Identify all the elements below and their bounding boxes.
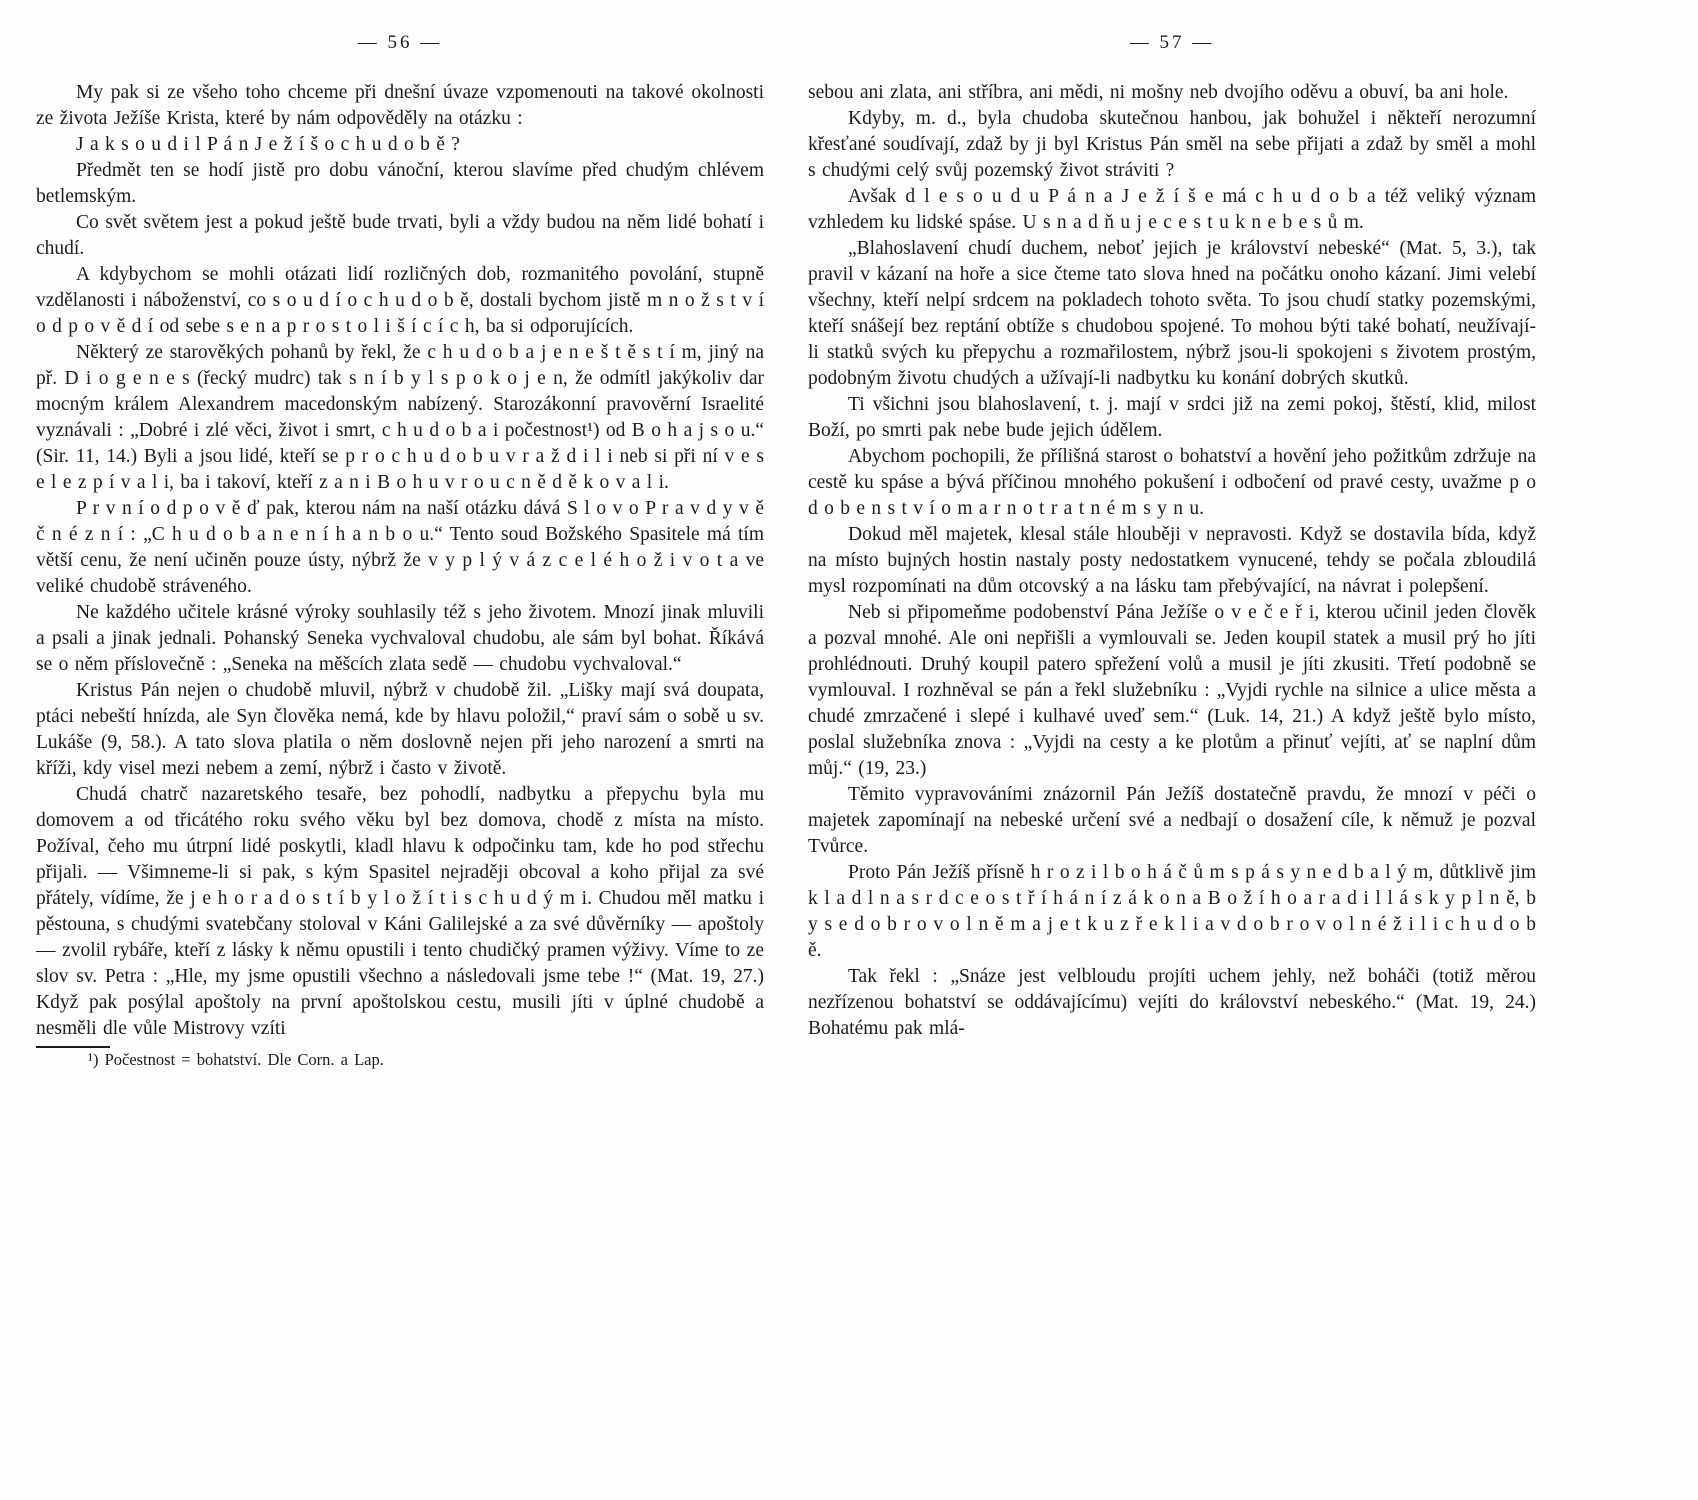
paragraph: Avšak d l e s o u d u P á n a J e ž í š e má c h u d o b a též veliký význam vzhledem ku lidské spáse. U s n a d ň u j e c e s t u k n e b e s ů m. xyxy=(808,186,1536,233)
paragraph: Předmět ten se hodí jistě pro dobu vánoční, kterou slavíme před chudým chlévem betlemským. xyxy=(36,160,764,207)
paragraph: Abychom pochopili, že přílišná starost o bohatství a hovění jeho požitkům zdržuje na cestě ku spáse a bývá příčinou mnohého pokušení i odbočení od pravé cesty, uvažme p o d o b e n s t v í o m a r n o t r a t n é m s y n u. xyxy=(808,446,1536,519)
paragraph: Chudá chatrč nazaretského tesaře, bez pohodlí, nadbytku a přepychu byla mu domovem a od třicátého roku svého věku byl bez domova, chodě z místa na místo. Požíval, čeho mu útrpní lidé poskytli, kladl hlavu k odpočinku tam, kde ho pod střechu přijali. — Všimneme-li si pak, s kým Spasitel nejraději obcoval a koho přijal za své přátely, vídíme, že j e h o r a d o s t í b y l o ž í t i s c h u d ý m i. Chudou měl matku i pěstouna, s chudými svatebčany stoloval v Káni Galilejské a za své důvěrníky — apoštoly — zvolil rybáře, kteří z lásky k němu opustili i tento chudičký pramen výživy. Víme to ze slov sv. Petra : „Hle, my jsme opustili všechno a následovali jsme tebe !“ (Mat. 19, 27.) Když pak posýlal apoštoly na první apoštolskou cestu, musili jíti v úplné chudobě a nesměli dle vůle Mistrovy vzíti xyxy=(36,784,764,1039)
paragraph: Některý ze starověkých pohanů by řekl, že c h u d o b a j e n e š t ě s t í m, jiný na př. D i o g e n e s (řecký mudrc) tak s n í b y l s p o k o j e n, že odmítl jakýkoliv dar mocným králem Alexandrem macedonským nabízený. Starozákonní pravověrní Israelité vyznávali : „Dobré i zlé věci, život i smrt, c h u d o b a i počestnost¹) od B o h a j s o u.“ (Sir. 11, 14.) Byli a jsou lidé, kteří se p r o c h u d o b u v r a ž d i l i neb si při ní v e s e l e z p í v a l i, ba i takoví, kteří z a n i B o h u v r o u c n ě d ě k o v a l i. xyxy=(36,342,764,493)
paragraph: Těmito vypravováními znázornil Pán Ježíš dostatečně pravdu, že mnozí v péči o majetek zapomínají na nebeské určení své a nedbají o dosažení cíle, k němuž je pozval Tvůrce. xyxy=(808,784,1536,857)
paragraph: A kdybychom se mohli otázati lidí rozličných dob, rozmanitého povolání, stupně vzdělanosti i náboženství, co s o u d í o c h u d o b ě, dostali bychom jistě m n o ž s t v í o d p o v ě d í od sebe s e n a p r o s t o l i š í c í c h, ba si odporujících. xyxy=(36,264,764,337)
paragraph: P r v n í o d p o v ě ď pak, kterou nám na naší otázku dává S l o v o P r a v d y v ě č n é z n í : „C h u d o b a n e n í h a n b o u.“ Tento soud Božského Spasitele má tím větší cenu, že není učiněn pouze ústy, nýbrž že v y p l ý v á z c e l é h o ž i v o t a ve veliké chudobě stráveného. xyxy=(36,498,764,597)
page-number-right: — 57 — xyxy=(1129,32,1215,53)
paragraph: Ti všichni jsou blahoslavení, t. j. mají v srdci již na zemi pokoj, štěstí, klid, milost Boží, po smrti pak nebe bude jejich údělem. xyxy=(808,394,1536,441)
page-56 xyxy=(36,32,764,1071)
paragraph: „Blahoslavení chudí duchem, neboť jejich je království nebeské“ (Mat. 5, 3.), tak pravil v kázaní na hoře a sice čteme tato slova hned na počátku onoho kázaní. Jimi velebí všechny, kteří nelpí srdcem na pokladech tohoto světa. To jsou chudí statky pozemskými, kteří snášejí bez reptání obtíže s chudobou spojené. To mohou býti také bohatí, neužívají-li statků svých ku přepychu a rozmařilostem, nýbrž jsou-li spokojeni s životem prostým, podobným životu chudých a užívají-li nadbytku ku konání dobrých skutků. xyxy=(808,238,1536,389)
footnote-block xyxy=(36,1046,764,1071)
footnote-rule xyxy=(36,1046,110,1048)
paragraph: Kristus Pán nejen o chudobě mluvil, nýbrž v chudobě žil. „Lišky mají svá doupata, ptáci nebeští hnízda, ale Syn člověka nemá, kde by hlavu položil,“ praví sám o sobě u sv. Lukáše (9, 58.). A tato slova platila o něm doslovně nejen při jeho narození a smrti na kříži, kdy visel mezi nebem a zemí, nýbrž i často v životě. xyxy=(36,680,764,779)
page-57 xyxy=(808,32,1536,1071)
paragraph: Neb si připomeňme podobenství Pána Ježíše o v e č e ř i, kterou učinil jeden člověk a pozval mnohé. Ale oni nepřišli a vymlouvali se. Jeden koupil statek a musil prý ho jíti prohlédnouti. Druhý koupil patero spřežení volů a musil je jíti zkusiti. Třetí podobně se vymlouval. I rozhněval se pán a řekl služebníku : „Vyjdi rychle na silnice a ulice města a chudé zmrzačené i slepé i kulhavé uveď sem.“ (Luk. 14, 21.) A když ještě bylo místo, poslal služebníka znova : „Vyjdi na cesty a ke plotům a přinuť vejíti, ať se naplní dům můj.“ (19, 23.) xyxy=(808,602,1536,779)
footnote: ¹) Počestnost = bohatství. Dle Corn. a Lap. xyxy=(88,1050,384,1069)
paragraph: Proto Pán Ježíš přísně h r o z i l b o h á č ů m s p á s y n e d b a l ý m, důtklivě jim k l a d l n a s r d c e o s t ř í h á n í z á k o n a B o ž í h o a r a d i l l á s k y p l n ě, b y s e d o b r o v o l n ě m a j e t k u z ř e k l i a v d o b r o v o l n é ž i l i c h u d o b ě. xyxy=(808,862,1536,961)
page-number-left: — 56 — xyxy=(357,32,443,53)
paragraph: Kdyby, m. d., byla chudoba skutečnou hanbou, jak bohužel i někteří nerozumní křesťané soudívají, zdaž by ji byl Kristus Pán směl na sebe přijati a zdaž by směl a mohl s chudými celý svůj pozemský život stráviti ? xyxy=(808,108,1536,181)
paragraph: Dokud měl majetek, klesal stále hlouběji v nepravosti. Když se dostavila bída, když na místo bujných hostin nastaly posty nedostatkem vynucené, tehdy se počala zbloudilá mysl rozpomínati na dům otcovský a na lásku tam přebývající, na návrat i polepšení. xyxy=(808,524,1536,597)
paragraph: Tak řekl : „Snáze jest velbloudu projíti uchem jehly, než boháči (totiž měrou nezřízenou bohatství se oddávajícímu) vejíti do království nebeského.“ (Mat. 19, 24.) Bohatému pak mlá- xyxy=(808,966,1536,1039)
paragraph: sebou ani zlata, ani stříbra, ani mědi, ni mošny neb dvojího oděvu a obuví, ba ani hole. xyxy=(808,82,1509,103)
paragraph: Ne každého učitele krásné výroky souhlasily též s jeho životem. Mnozí jinak mluvili a psali a jinak jednali. Pohanský Seneka vychvaloval chudobu, ale sám byl bohat. Říkává se o něm příslovečně : „Seneka na měšcích zlata sedě — chudobu vychvaloval.“ xyxy=(36,602,764,675)
paragraph-heading: J a k s o u d i l P á n J e ž í š o c h u d o b ě ? xyxy=(76,134,460,155)
paragraph: My pak si ze všeho toho chceme při dnešní úvaze vzpomenouti na takové okolnosti ze života Ježíše Krista, které by nám odpověděly na otázku : xyxy=(36,82,764,129)
paragraph: Co svět světem jest a pokud ještě bude trvati, byli a vždy budou na něm lidé bohatí i chudí. xyxy=(36,212,764,259)
